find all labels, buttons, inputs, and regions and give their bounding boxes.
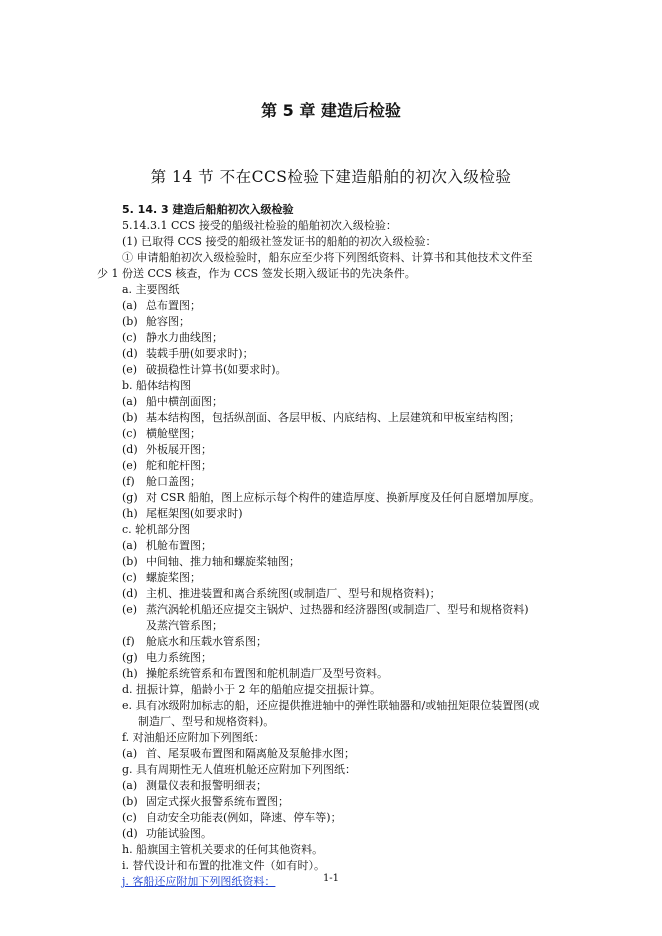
list-text: 电力系统图； xyxy=(146,651,212,664)
list-label: (b) xyxy=(122,555,138,568)
list-item xyxy=(122,411,520,425)
list-item xyxy=(122,475,201,489)
list-item xyxy=(122,587,441,601)
list-item xyxy=(122,459,212,473)
list-item xyxy=(122,299,201,313)
list-label: (e) xyxy=(122,459,138,472)
paragraph: e. 具有冰级附加标志的船，还应提供推进轴中的弹性联轴器和/或轴扭矩限位装置图(或 xyxy=(122,699,540,712)
list-item xyxy=(122,635,267,649)
list-label: (a) xyxy=(122,395,138,408)
list-text: 首、尾泵吸布置图和隔离舱及泵舱排水图； xyxy=(146,747,355,760)
list-text: 船中横剖面图； xyxy=(146,395,223,408)
list-text: 固定式探火报警系统布置图； xyxy=(146,795,289,808)
list-label: (d) xyxy=(122,347,138,360)
paragraph: i. 替代设计和布置的批准文件（如有时）。 xyxy=(122,859,326,872)
group-title: f. 对油船还应附加下列图纸： xyxy=(122,731,265,744)
list-label: (c) xyxy=(122,571,137,584)
list-item xyxy=(122,363,287,377)
list-text: 及蒸汽管系图； xyxy=(146,619,223,632)
list-text: 静水力曲线图； xyxy=(146,331,223,344)
list-item xyxy=(122,427,201,441)
list-label: (a) xyxy=(122,779,138,792)
list-label: (f) xyxy=(122,475,135,488)
list-label: (b) xyxy=(122,795,138,808)
list-item xyxy=(122,331,223,345)
list-label: (d) xyxy=(122,443,138,456)
list-text: 舱底水和压载水管系图； xyxy=(146,635,267,648)
list-label: (d) xyxy=(122,587,138,600)
list-item xyxy=(122,507,243,521)
list-text: 舵和舵杆图； xyxy=(146,459,212,472)
list-label: (b) xyxy=(122,315,138,328)
group-title: b. 船体结构图 xyxy=(122,379,192,392)
passenger-ship-drawings-link[interactable]: j. 客船还应附加下列图纸资料： xyxy=(122,875,276,888)
list-label: (f) xyxy=(122,635,135,648)
paragraph: ① 申请船舶初次入级检验时，船东应至少将下列图纸资料、计算书和其他技术文件至 xyxy=(122,251,533,264)
paragraph: h. 船旗国主管机关要求的任何其他资料。 xyxy=(122,843,324,856)
list-item xyxy=(122,827,212,841)
list-text: 装载手册(如要求时)； xyxy=(146,347,254,360)
list-item xyxy=(122,795,289,809)
list-text: 外板展开图； xyxy=(146,443,212,456)
list-text: 自动安全功能表(例如，降速、停车等)； xyxy=(146,811,342,824)
list-text: 螺旋桨图； xyxy=(146,571,201,584)
paragraph: 少 1 份送 CCS 核查，作为 CCS 签发长期入级证书的先决条件。 xyxy=(97,267,416,280)
list-text: 操舵系统管系和布置图和舵机制造厂及型号资料。 xyxy=(146,667,388,680)
list-label: (g) xyxy=(122,491,138,504)
list-item xyxy=(122,395,223,409)
list-item xyxy=(122,747,355,761)
list-item xyxy=(122,811,342,825)
list-item xyxy=(122,347,254,361)
list-item xyxy=(122,779,267,793)
list-label: (b) xyxy=(122,411,138,424)
paragraph: 5.14.3.1 CCS 接受的船级社检验的船舶初次入级检验： xyxy=(122,219,397,232)
list-label: (a) xyxy=(122,747,138,760)
list-text: 主机、推进装置和离合系统图(或制造厂、型号和规格资料)； xyxy=(146,587,441,600)
group-title: g. 具有周期性无人值班机舱还应附加下列图纸： xyxy=(122,763,357,776)
list-label: (c) xyxy=(122,427,137,440)
list-item xyxy=(122,571,201,585)
list-text: 横舱壁图； xyxy=(146,427,201,440)
list-text: 总布置图； xyxy=(146,299,201,312)
list-text: 破损稳性计算书(如要求时)。 xyxy=(146,363,287,376)
list-text: 舱容图； xyxy=(146,315,190,328)
list-text: 蒸汽涡轮机船还应提交主锅炉、过热器和经济器图(或制造厂、型号和规格资料) xyxy=(146,603,529,616)
list-text: 机舱布置图； xyxy=(146,539,212,552)
list-item xyxy=(122,315,190,329)
chapter-title: 第 5 章 建造后检验 xyxy=(261,101,401,120)
list-item xyxy=(122,539,212,553)
list-text: 测量仪表和报警明细表； xyxy=(146,779,267,792)
subsection-heading: 5. 14. 3 建造后船舶初次入级检验 xyxy=(122,203,294,216)
list-text: 功能试验图。 xyxy=(146,827,212,840)
list-label: (h) xyxy=(122,667,138,680)
list-text: 中间轴、推力轴和螺旋桨轴图； xyxy=(146,555,300,568)
list-item xyxy=(122,443,212,457)
group-title: c. 轮机部分图 xyxy=(122,523,191,536)
page-number: 1-1 xyxy=(322,873,340,884)
list-text: 基本结构图，包括纵剖面、各层甲板、内底结构、上层建筑和甲板室结构图； xyxy=(146,411,520,424)
list-text: 对 CSR 船舶，图上应标示每个构件的建造厚度、换新厚度及任何自愿增加厚度。 xyxy=(146,491,541,504)
group-title: a. 主要图纸 xyxy=(122,283,180,296)
paragraph: (1) 已取得 CCS 接受的船级社签发证书的船舶的初次入级检验： xyxy=(122,235,437,248)
list-label: (a) xyxy=(122,299,138,312)
list-label: (e) xyxy=(122,363,138,376)
list-label: (c) xyxy=(122,331,137,344)
list-item xyxy=(122,555,300,569)
list-label: (g) xyxy=(122,651,138,664)
list-label: (d) xyxy=(122,827,138,840)
list-item xyxy=(122,619,223,633)
section-title: 第 14 节 不在CCS检验下建造船舶的初次入级检验 xyxy=(150,168,512,186)
paragraph: 制造厂、型号和规格资料)。 xyxy=(138,715,275,728)
list-item xyxy=(122,651,212,665)
list-label: (h) xyxy=(122,507,138,520)
list-item xyxy=(122,667,388,681)
list-label: (c) xyxy=(122,811,137,824)
list-item xyxy=(122,491,540,505)
list-text: 尾框架图(如要求时) xyxy=(146,507,243,520)
list-item xyxy=(122,603,529,617)
paragraph: d. 扭振计算，船龄小于 2 年的船舶应提交扭振计算。 xyxy=(122,683,382,696)
list-label: (e) xyxy=(122,603,138,616)
list-label: (a) xyxy=(122,539,138,552)
list-text: 舱口盖图； xyxy=(146,475,201,488)
